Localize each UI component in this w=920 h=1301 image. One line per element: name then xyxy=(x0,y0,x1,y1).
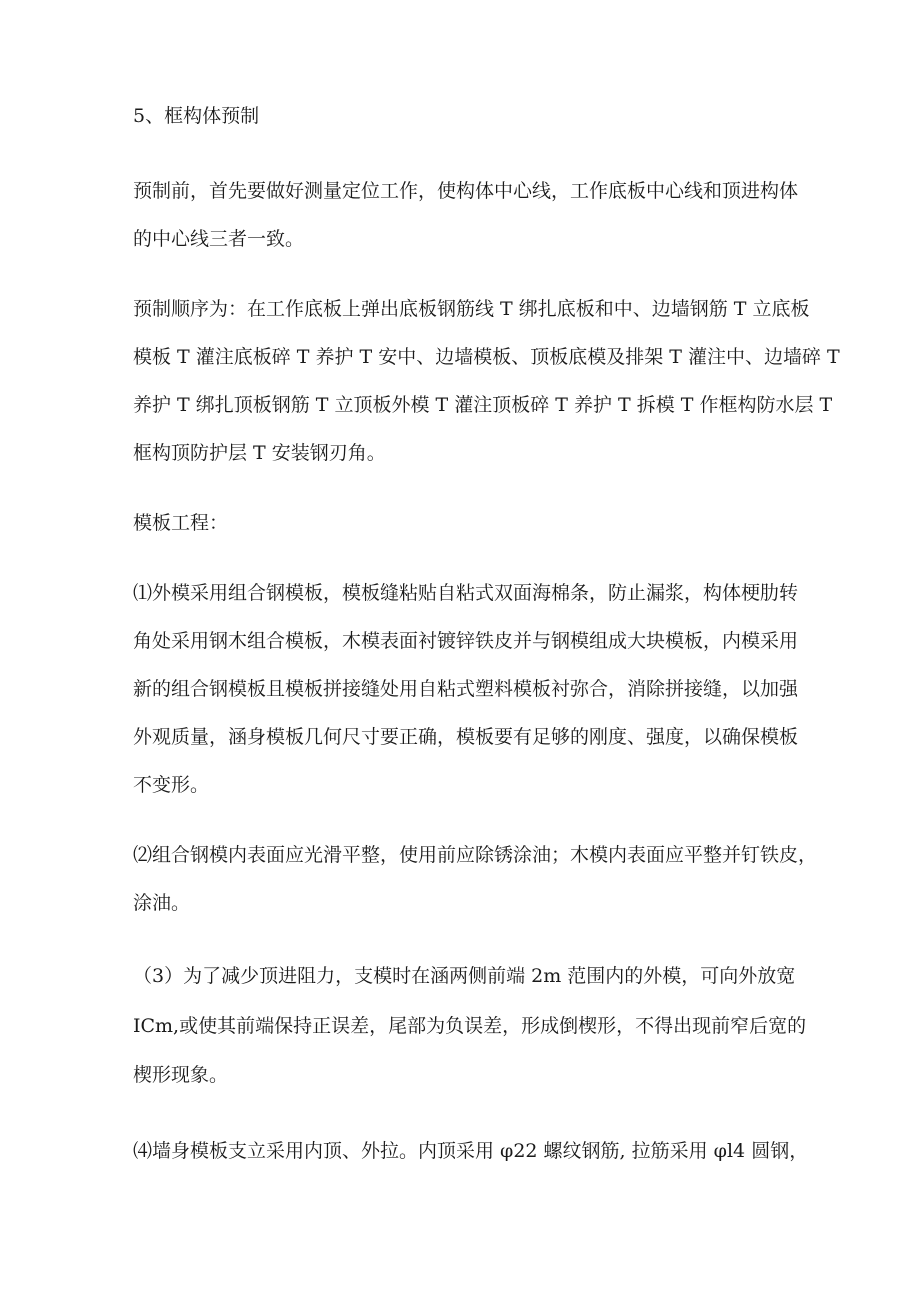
text-line: 不变形。 xyxy=(133,774,210,796)
text-line: ⑵组合钢模内表面应光滑平整，使用前应除锈涂油；木模内表面应平整并钉铁皮， xyxy=(133,844,818,866)
text-line: 模板 T 灌注底板碎 T 养护 T 安中、边墙模板、顶板底模及排架 T 灌注中、边墙碎 T xyxy=(133,346,840,368)
text-line: 框构顶防护层 T 安装钢刃角。 xyxy=(133,442,386,464)
text-line: ⑷墙身模板支立采用内顶、外拉。内顶采用 φ22 螺纹钢筋, 拉筋采用 φl4 圆钢， xyxy=(133,1140,809,1162)
text-line: ⑴外模采用组合钢模板，模板缝粘贴自粘式双面海棉条，防止漏浆，构体梗肋转 xyxy=(133,582,799,604)
text-line: 养护 T 绑扎顶板钢筋 T 立顶板外模 T 灌注顶板碎 T 养护 T 拆模 T 作框构防水层 T xyxy=(133,394,833,416)
section-heading: 5、框构体预制 xyxy=(133,105,260,127)
text-line: 角处采用钢木组合模板，木模表面衬镀锌铁皮并与钢模组成大块模板，内模采用 xyxy=(133,630,799,652)
text-line: 的中心线三者一致。 xyxy=(133,228,305,250)
text-line: 新的组合钢模板且模板拼接缝处用自粘式塑料模板衬弥合，消除拼接缝，以加强 xyxy=(133,678,799,700)
text-line: （3）为了减少顶进阻力，支模时在涵两侧前端 2m 范围内的外模，可向外放宽 xyxy=(133,965,796,987)
text-line: 涂油。 xyxy=(133,892,191,914)
text-line: 预制顺序为：在工作底板上弹出底板钢筋线 T 绑扎底板和中、边墙钢筋 T 立底板 xyxy=(133,298,810,320)
text-line: ICm,或使其前端保持正误差，尾部为负误差，形成倒楔形，不得出现前窄后宽的 xyxy=(133,1015,807,1037)
text-line: 预制前，首先要做好测量定位工作，使构体中心线，工作底板中心线和顶进构体 xyxy=(133,180,799,202)
text-line: 楔形现象。 xyxy=(133,1064,229,1086)
text-line: 模板工程： xyxy=(133,512,229,534)
text-line: 外观质量，涵身模板几何尺寸要正确，模板要有足够的刚度、强度，以确保模板 xyxy=(133,726,799,748)
